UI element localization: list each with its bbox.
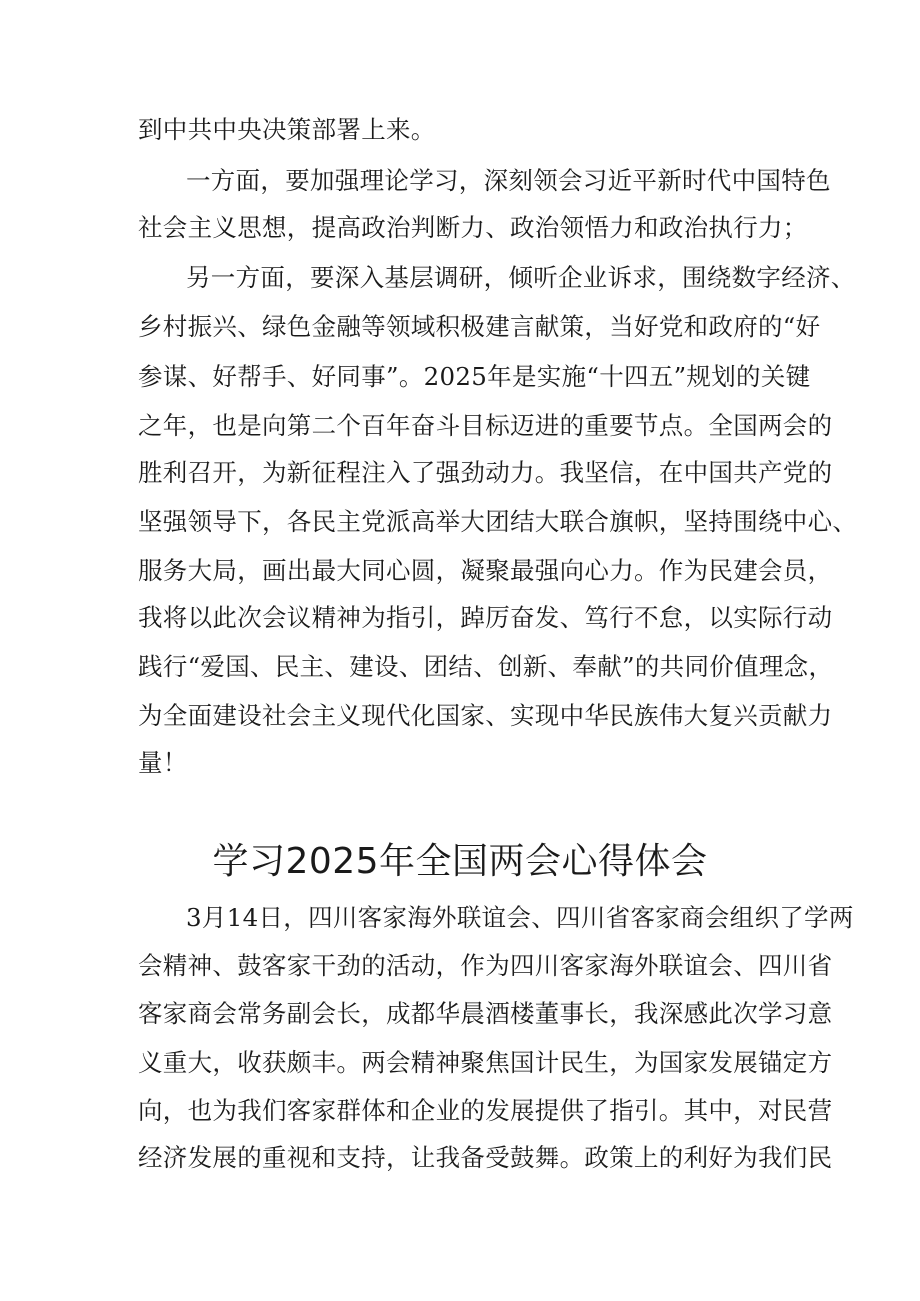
- paragraph-line: 我将以此次会议精神为指引，踔厉奋发、笃行不怠，以实际行动: [138, 603, 833, 632]
- paragraph-line: 胜利召开，为新征程注入了强劲动力。我坚信，在中国共产党的: [138, 458, 833, 487]
- paragraph-line: 向，也为我们客家群体和企业的发展提供了指引。其中，对民营: [138, 1096, 833, 1125]
- paragraph-line: 3月14日，四川客家海外联谊会、四川省客家商会组织了学两: [186, 903, 854, 932]
- paragraph-line: 一方面，要加强理论学习，深刻领会习近平新时代中国特色: [186, 166, 831, 195]
- paragraph-line: 践行“爱国、民主、建设、团结、创新、奉献”的共同价值理念，: [138, 652, 834, 681]
- paragraph-line: 会精神、鼓客家干劲的活动，作为四川客家海外联谊会、四川省: [138, 951, 833, 980]
- paragraph-line: 到中共中央决策部署上来。: [138, 115, 436, 144]
- paragraph-line: 量！: [138, 748, 188, 777]
- paragraph-line: 另一方面，要深入基层调研，倾听企业诉求，围绕数字经济、: [186, 263, 856, 292]
- paragraph-line: 坚强领导下，各民主党派高举大团结大联合旗帜，坚持围绕中心、: [138, 507, 858, 536]
- paragraph-line: 服务大局，画出最大同心圆，凝聚最强向心力。作为民建会员，: [138, 556, 833, 585]
- paragraph-line: 经济发展的重视和支持，让我备受鼓舞。政策上的利好为我们民: [138, 1143, 833, 1172]
- document-heading: 学习2025年全国两会心得体会: [212, 841, 708, 882]
- paragraph-line: 乡村振兴、绿色金融等领域积极建言献策，当好党和政府的“好: [138, 312, 821, 341]
- paragraph-line: 社会主义思想，提高政治判断力、政治领悟力和政治执行力；: [138, 213, 808, 242]
- paragraph-line: 参谋、好帮手、好同事”。2025年是实施“十四五”规划的关键: [138, 362, 811, 391]
- paragraph-line: 客家商会常务副会长，成都华晨酒楼董事长，我深感此次学习意: [138, 999, 833, 1028]
- paragraph-line: 义重大，收获颇丰。两会精神聚焦国计民生，为国家发展锚定方: [138, 1048, 833, 1077]
- paragraph-line: 之年，也是向第二个百年奋斗目标迈进的重要节点。全国两会的: [138, 411, 833, 440]
- paragraph-line: 为全面建设社会主义现代化国家、实现中华民族伟大复兴贡献力: [138, 701, 833, 730]
